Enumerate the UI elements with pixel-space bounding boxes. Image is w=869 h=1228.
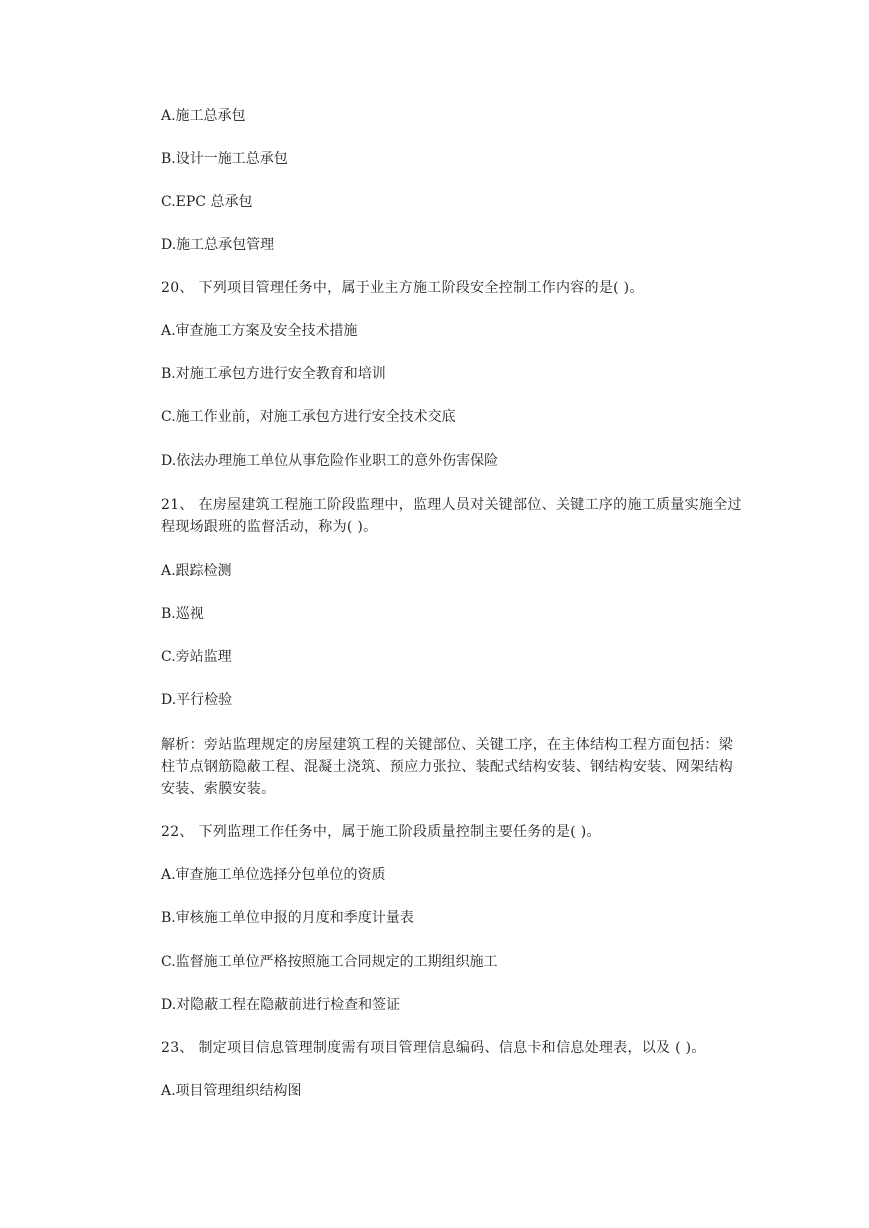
q21-question: 21、 在房屋建筑工程施工阶段监理中，监理人员对关键部位、关键工序的施工质量实施全过程现场跟班的监督活动，称为( )。 bbox=[161, 497, 742, 535]
q19-option-c: C.EPC 总承包 bbox=[161, 194, 253, 210]
q22-option-b: B.审核施工单位申报的月度和季度计量表 bbox=[161, 910, 414, 926]
q21-option-c: C.旁站监理 bbox=[161, 649, 232, 665]
q19-option-d: D.施工总承包管理 bbox=[161, 237, 275, 253]
q20-option-a: A.审查施工方案及安全技术措施 bbox=[161, 323, 358, 339]
q22-option-d: D.对隐蔽工程在隐蔽前进行检查和签证 bbox=[161, 997, 401, 1013]
q20-option-b: B.对施工承包方进行安全教育和培训 bbox=[161, 366, 386, 382]
q23-question: 23、 制定项目信息管理制度需有项目管理信息编码、信息卡和信息处理表，以及 ( )。 bbox=[161, 1040, 706, 1056]
q21-option-d: D.平行检验 bbox=[161, 692, 233, 708]
q20-option-d: D.依法办理施工单位从事危险作业职工的意外伤害保险 bbox=[161, 453, 499, 469]
q21-option-b: B.巡视 bbox=[161, 606, 204, 622]
q22-option-c: C.监督施工单位严格按照施工合同规定的工期组织施工 bbox=[161, 954, 498, 970]
q19-option-a: A.施工总承包 bbox=[161, 108, 246, 124]
q21-analysis: 解析：旁站监理规定的房屋建筑工程的关键部位、关键工序，在主体结构工程方面包括：梁柱节点钢筋隐蔽工程、混凝土浇筑、预应力张拉、装配式结构安装、钢结构安装、网架结构安装、索膜安装。 bbox=[161, 737, 733, 797]
q22-question: 22、 下列监理工作任务中，属于施工阶段质量控制主要任务的是( )。 bbox=[161, 824, 601, 840]
q23-option-a: A.项目管理组织结构图 bbox=[161, 1083, 302, 1099]
q20-question: 20、 下列项目管理任务中，属于业主方施工阶段安全控制工作内容的是( )。 bbox=[161, 280, 644, 296]
q21-option-a: A.跟踪检测 bbox=[161, 563, 232, 579]
q19-option-b: B.设计一施工总承包 bbox=[161, 151, 288, 167]
q22-option-a: A.审查施工单位选择分包单位的资质 bbox=[161, 867, 386, 883]
q20-option-c: C.施工作业前，对施工承包方进行安全技术交底 bbox=[161, 409, 456, 425]
